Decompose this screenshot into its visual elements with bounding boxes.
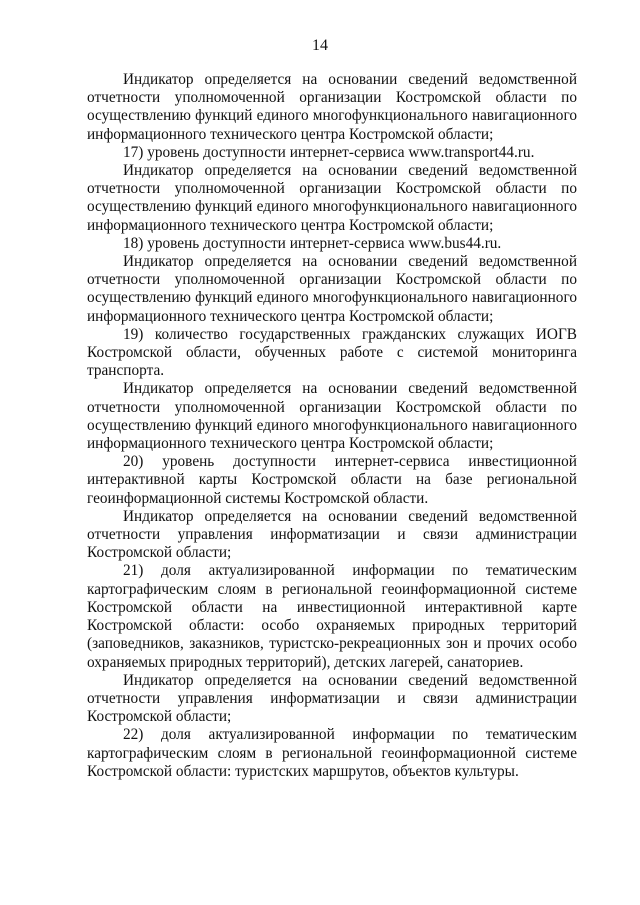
paragraph-indicator-source: Индикатор определяется на основании сведений ведомственной отчетности уполномоченной организации Костромской области по осуществлению функций единого многофункционального навигационного информационного технического центра Костромской области; [87, 380, 577, 453]
paragraph-indicator-source: Индикатор определяется на основании сведений ведомственной отчетности уполномоченной организации Костромской области по осуществлению функций единого многофункционального навигационного информационного технического центра Костромской области; [87, 253, 577, 325]
paragraph-item-19: 19) количество государственных гражданских служащих ИОГВ Костромской области, обученных работе с системой мониторинга транспорта. [87, 325, 577, 380]
page-number: 14 [312, 37, 328, 54]
paragraph-item-17: 17) уровень доступности интернет-сервиса www.transport44.ru. [123, 143, 535, 161]
document-body [87, 71, 577, 781]
paragraph-indicator-source: Индикатор определяется на основании сведений ведомственной отчетности уполномоченной организации Костромской области по осуществлению функций единого многофункционального навигационного информационного технического центра Костромской области; [87, 71, 577, 143]
paragraph-item-21: 21) доля актуализированной информации по тематическим картографическим слоям в региональной геоинформационной системе Костромской области на инвестиционной интерактивной карте Костромской области: особо охраняемых природных территорий (заповедников, заказников, туристско-рекреационных зон и прочих особо охраняемых природных территорий), детских лагерей, санаториев. [87, 562, 577, 671]
paragraph-indicator-source: Индикатор определяется на основании сведений ведомственной отчетности управления информатизации и связи администрации Костромской области; [87, 507, 577, 562]
paragraph-item-18: 18) уровень доступности интернет-сервиса www.bus44.ru. [123, 234, 502, 252]
paragraph-item-22: 22) доля актуализированной информации по тематическим картографическим слоям в региональной геоинформационной системе Костромской области: туристских маршрутов, объектов культуры. [87, 726, 577, 780]
paragraph-indicator-source: Индикатор определяется на основании сведений ведомственной отчетности уполномоченной организации Костромской области по осуществлению функций единого многофункционального навигационного информационного технического центра Костромской области; [87, 162, 577, 234]
paragraph-item-20: 20) уровень доступности интернет-сервиса инвестиционной интерактивной карты Костромской области на базе региональной геоинформационной системы Костромской области. [87, 453, 577, 507]
paragraph-indicator-source: Индикатор определяется на основании сведений ведомственной отчетности управления информатизации и связи администрации Костромской области; [87, 671, 577, 726]
